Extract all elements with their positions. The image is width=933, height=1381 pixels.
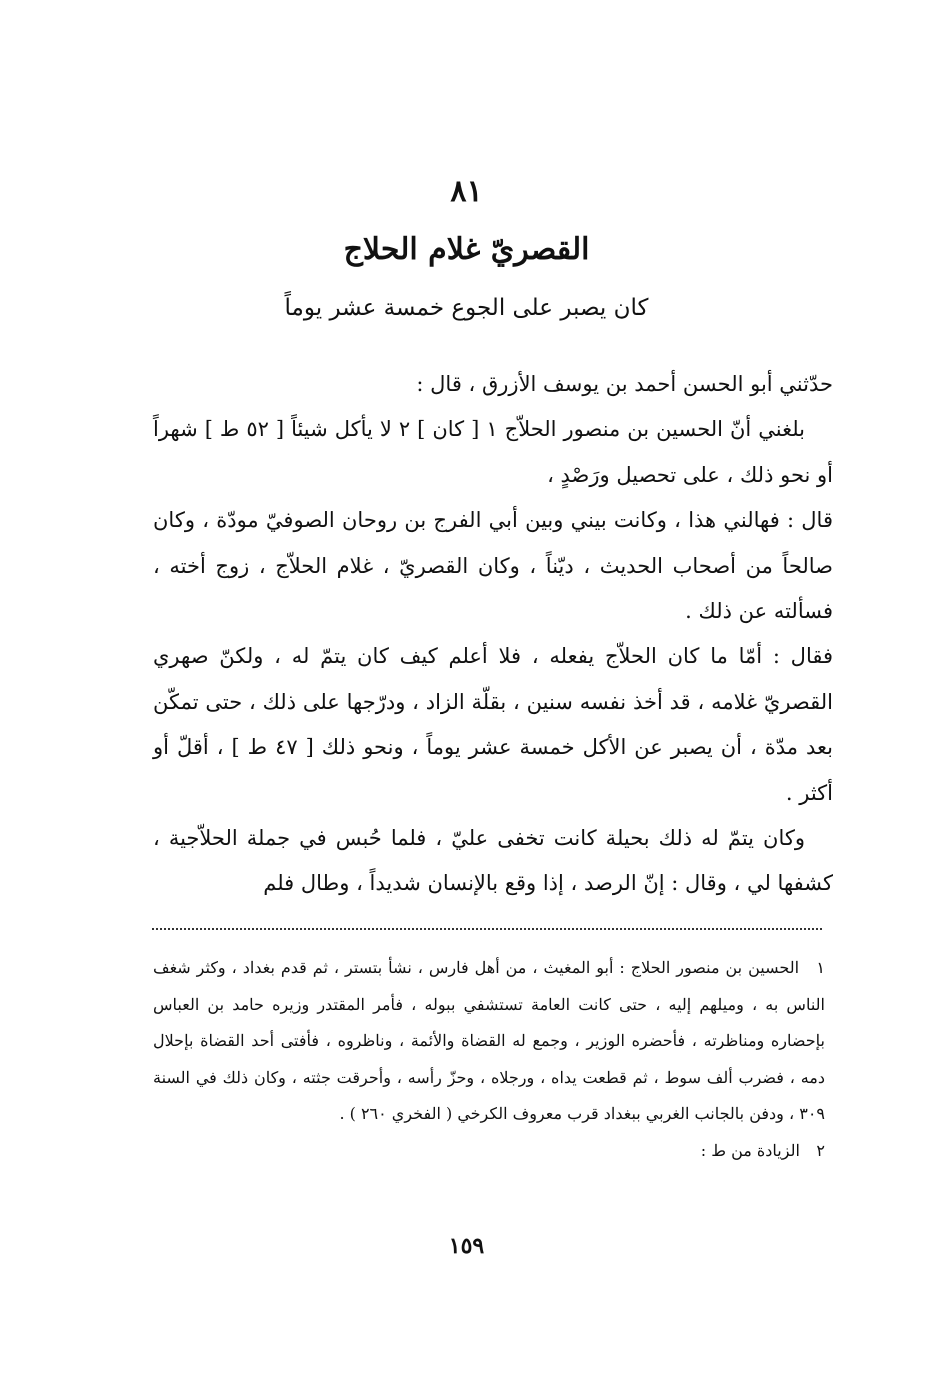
footnote-separator <box>152 928 822 930</box>
paragraph: حدّثني أبو الحسن أحمد بن يوسف الأزرق ، قال : <box>416 372 833 396</box>
footnote <box>153 950 825 1133</box>
paragraph: بلغني أنّ الحسين بن منصور الحلاّج ١ [ كان ] ٢ لا يأكل شيئاً [ ٥٢ ط ] شهراً أو نحو ذلك ، على تحصيل ورَصْدٍ ، <box>153 417 833 487</box>
chapter-number: ٨١ <box>450 174 483 209</box>
footnote <box>153 1133 825 1170</box>
footnote-number: ١ <box>816 958 825 977</box>
footnotes <box>153 950 825 1169</box>
chapter-title: القصريّ غلام الحلاج <box>343 232 590 267</box>
paragraph: قال : فهالني هذا ، وكانت بيني وبين أبي الفرج بن روحان الصوفيّ مودّة ، وكان صالحاً من أصحاب الحديث ، ديّناً ، وكان القصريّ ، غلام الحلاّج ، زوج أخته ، فسألته عن ذلك . <box>153 508 833 624</box>
footnote-text: الزيادة من ط : <box>700 1140 800 1160</box>
body-text <box>153 362 833 907</box>
page-number: ١٥٩ <box>448 1233 485 1259</box>
paragraph: وكان يتمّ له ذلك بحيلة كانت تخفى عليّ ، فلما حُبس في جملة الحلاّجية ، كشفها لي ، وقال : إنّ الرصد ، إذا وقع بالإنسان شديداً ، وطال فلم <box>153 826 833 896</box>
footnote-text: الحسين بن منصور الحلاج : أبو المغيث ، من أهل فارس ، نشأ بتستر ، ثم قدم بغداد ، وكثر شغف الناس به ، وميلهم إليه ، حتى كانت العامة تستشفي ببوله ، فأمر المقتدر وزيره حامد بن العباس بإحضاره ومناظرته ، فأحضره الوزير ، وجمع له القضاة والأئمة ، وناظروه ، فأفتى أحد القضاة بإحلال دمه ، فضرب ألف سوط ، ثم قطعت يداه ، ورجلاه ، وحزّ رأسه ، وأحرقت جثته ، وكان ذلك في السنة ٣٠٩ ، ودفن بالجانب الغربي ببغداد قرب معروف الكرخي ( الفخري ٢٦٠ ) . <box>153 958 826 1123</box>
footnote-number: ٢ <box>816 1140 825 1160</box>
chapter-subtitle: كان يصبر على الجوع خمسة عشر يوماً <box>284 295 649 321</box>
paragraph: فقال : أمّا ما كان الحلاّج يفعله ، فلا أعلم كيف كان يتمّ له ، ولكنّ صهري القصريّ غلامه ، قد أخذ نفسه سنين ، بقلّة الزاد ، ودرّجها على ذلك ، حتى تمكّن بعد مدّة ، أن يصبر عن الأكل خمسة عشر يوماً ، ونحو ذلك [ ٤٧ ط ] ، أقلّ أو أكثر . <box>153 644 833 805</box>
